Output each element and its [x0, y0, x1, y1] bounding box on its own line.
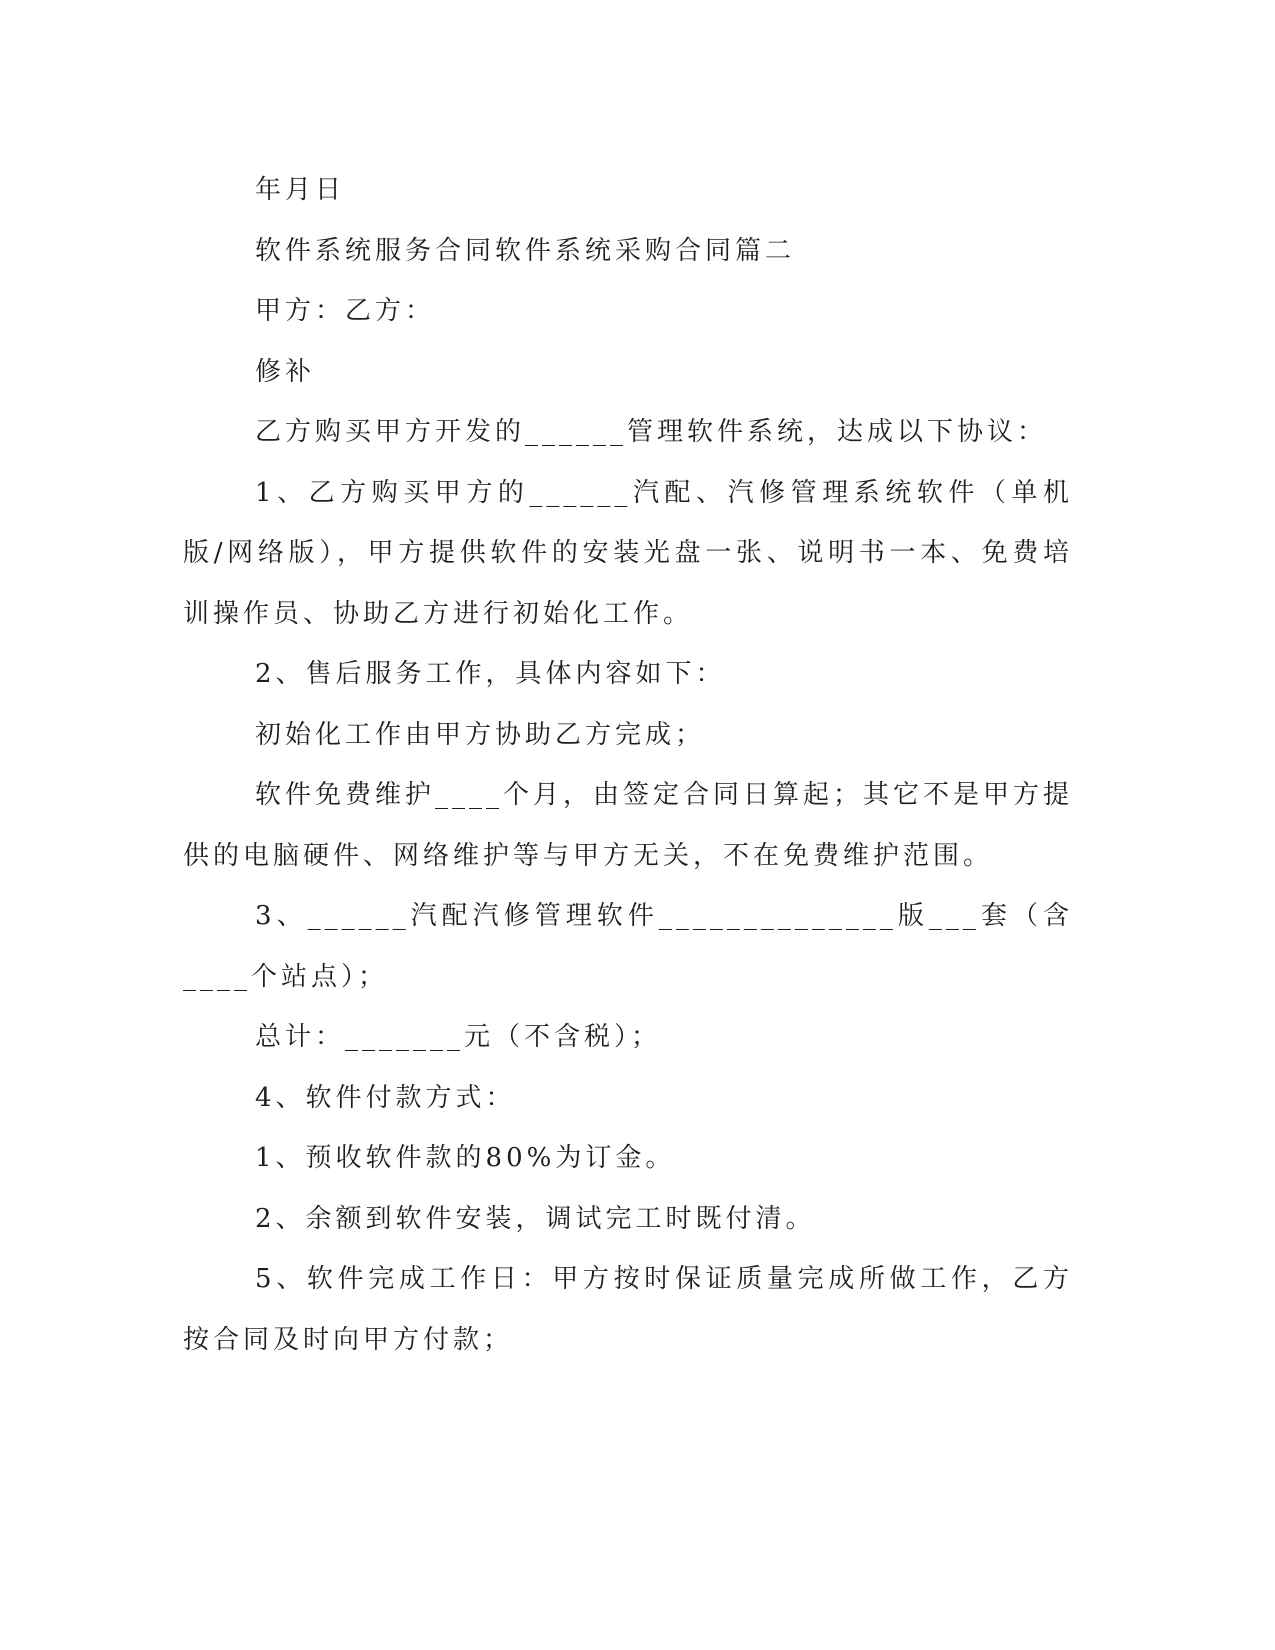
clause-5: 5、软件完成工作日：甲方按时保证质量完成所做工作，乙方按合同及时向甲方付款； — [183, 1264, 1073, 1355]
paragraph: 初始化工作由甲方协助乙方完成； — [255, 719, 706, 750]
clause-2: 2、售后服务工作，具体内容如下： — [255, 659, 726, 689]
section-title: 软件系统服务合同软件系统采购合同篇二 — [255, 235, 796, 266]
clause-3: 3、______汽配汽修管理软件______________版___套（含____个站点）； — [183, 901, 1073, 992]
payment-item-2: 2、余额到软件安装，调试完工时既付清。 — [255, 1203, 816, 1234]
document-body — [183, 160, 1073, 1370]
clause-4: 4、软件付款方式： — [255, 1082, 516, 1113]
paragraph: 软件免费维护____个月，由签定合同日算起；其它不是甲方提供的电脑硬件、网络维护等与甲方无关，不在免费维护范围。 — [183, 780, 1074, 871]
paragraph: 乙方购买甲方开发的______管理软件系统，达成以下协议： — [255, 417, 1048, 447]
clause-1: 1、乙方购买甲方的______汽配、汽修管理系统软件（单机版/网络版），甲方提供软件的安装光盘一张、说明书一本、免费培训操作员、协助乙方进行初始化工作。 — [183, 477, 1073, 629]
paragraph: 修补 — [255, 356, 316, 387]
total-line: 总计：_______元（不含税）； — [255, 1022, 662, 1052]
payment-item-1: 1、预收软件款的80%为订金。 — [255, 1143, 676, 1173]
date-line: 年月日 — [255, 175, 346, 205]
parties-line: 甲方：乙方： — [255, 296, 436, 326]
